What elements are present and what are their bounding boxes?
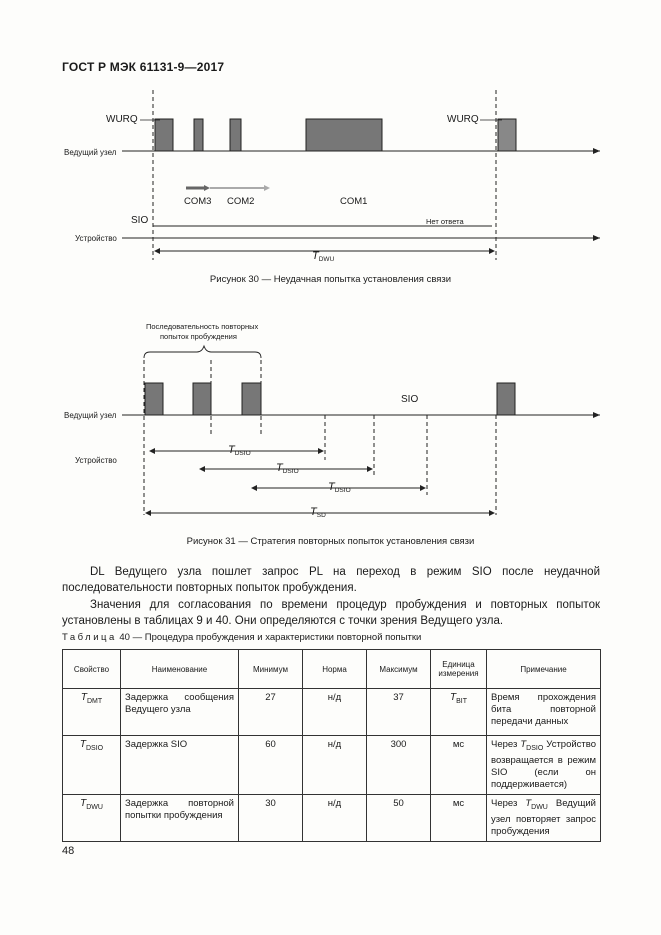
document-header: ГОСТ Р МЭК 61131-9—2017 (62, 60, 225, 74)
page-number: 48 (62, 845, 75, 857)
header-norm: Норма (303, 650, 367, 689)
master-timeline-arrow (593, 148, 600, 154)
table-header-row (63, 650, 601, 689)
t-dwu-label: TDWU (312, 250, 335, 263)
paragraph-2: Значения для согласования по времени процедур пробуждения и повторных попыток установлены в таблицах 9 и 40. Они определяются с точки зрения Ведущего узла. (62, 599, 600, 627)
header-unit: Единица измерения (431, 650, 487, 689)
wakeup-pulse-1 (145, 383, 163, 415)
table-row (63, 689, 601, 736)
cell-symbol: $T_{DSIO}$ (63, 736, 121, 795)
cell-norm: н/д (303, 794, 367, 841)
cell-unit: $T_{BIT}$ (431, 689, 487, 736)
wakeup-pulse-2 (193, 383, 211, 415)
cell-symbol: $T_{DMT}$ (63, 689, 121, 736)
t-dsio-label-3: TDSIO (328, 481, 351, 494)
device-label: Устройство (75, 234, 117, 243)
cell-min: 30 (239, 794, 303, 841)
retry-sequence-label: Последовательность повторных попыток пробуждения (146, 322, 259, 341)
t-dsio-label-2: TDSIO (276, 462, 299, 475)
com2-label: COM2 (227, 196, 255, 207)
t-dsio-label-1: TDSIO (228, 444, 251, 457)
cell-norm: н/д (303, 689, 367, 736)
figure-30-diagram (0, 80, 661, 280)
retry-sequence-brace (144, 346, 261, 358)
header-min: Минимум (239, 650, 303, 689)
com1-pulse (306, 119, 382, 151)
table-row (63, 736, 601, 795)
figure-30-caption: Рисунок 30 — Неудачная попытка установления связи (209, 274, 452, 285)
wurq-label-left: WURQ (106, 114, 138, 125)
header-note: Примечание (487, 650, 601, 689)
com1-label: COM1 (340, 196, 368, 207)
cell-max: 37 (367, 689, 431, 736)
master-label: Ведущий узел (64, 148, 117, 157)
device-label: Устройство (75, 456, 117, 465)
cell-name: Задержка сообщения Ведущего узла (121, 689, 239, 736)
figure-31-caption: Рисунок 31 — Стратегия повторных попыток установления связи (186, 536, 475, 547)
wurq-label-right: WURQ (447, 114, 479, 125)
wakeup-characteristics-table (62, 649, 601, 842)
wurq-pulse-right (498, 119, 516, 151)
paragraph-1: DL Ведущего узла пошлет запрос PL на переход в режим SIO после неудачной последовательности повторных попыток пробуждения. (62, 566, 600, 594)
cell-name: Задержка SIO (121, 736, 239, 795)
cell-norm: н/д (303, 736, 367, 795)
cell-unit: мс (431, 736, 487, 795)
cell-note: Через $T_{DSIO}$ Устройство возвращается в режим SIO (если он поддерживается) (487, 736, 601, 795)
table-row (63, 794, 601, 841)
master-label: Ведущий узел (64, 411, 117, 420)
cell-symbol: $T_{DWU}$ (63, 794, 121, 841)
cell-unit: мс (431, 794, 487, 841)
header-property: Свойство (63, 650, 121, 689)
com2-pulse (230, 119, 241, 151)
cell-min: 60 (239, 736, 303, 795)
table-caption: Таблица 40 — Процедура пробуждения и характеристики повторной попытки (62, 632, 422, 643)
wurq-pulse-left (155, 119, 173, 151)
wakeup-pulse-4 (497, 383, 515, 415)
header-max: Максимум (367, 650, 431, 689)
cell-max: 50 (367, 794, 431, 841)
figure-31-diagram (0, 315, 661, 525)
cell-min: 27 (239, 689, 303, 736)
cell-max: 300 (367, 736, 431, 795)
com3-label: COM3 (184, 196, 212, 207)
sio-label: SIO (131, 215, 149, 226)
cell-note: Через $T_{DWU}$ Ведущий узел повторяет запрос пробуждения (487, 794, 601, 841)
header-name: Наименование (121, 650, 239, 689)
com3-pulse (194, 119, 203, 151)
wakeup-pulse-3 (242, 383, 261, 415)
cell-name: Задержка повторной попытки пробуждения (121, 794, 239, 841)
no-response-label: Нет ответа (426, 217, 464, 226)
sio-label: SIO (401, 394, 419, 405)
cell-note: Время прохождения бита повторной передачи данных (487, 689, 601, 736)
t-sd-label: TSD (310, 506, 326, 519)
